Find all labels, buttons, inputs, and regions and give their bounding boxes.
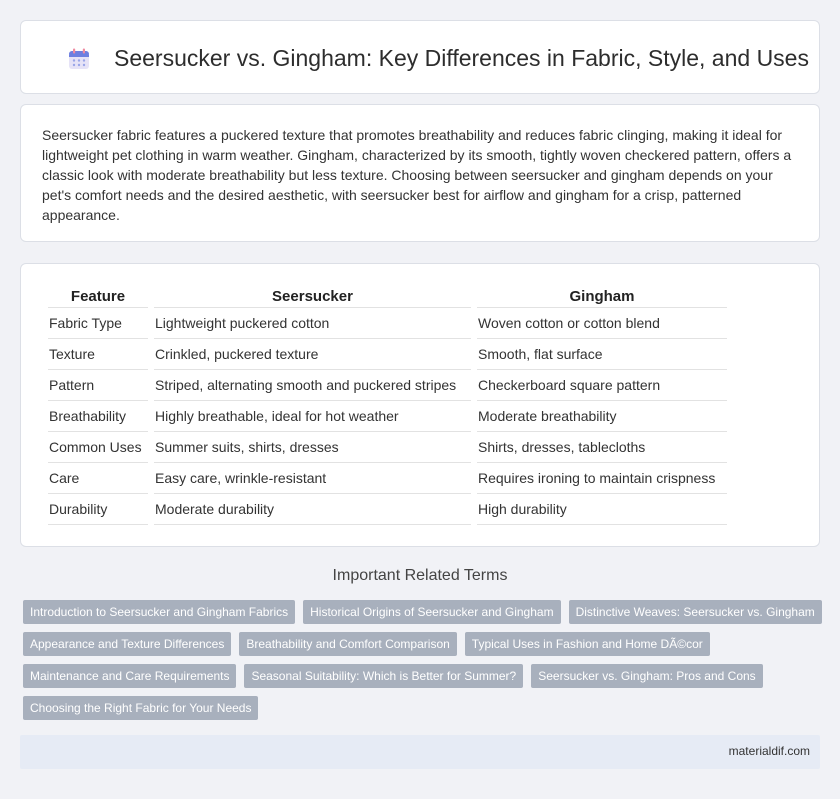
tag-row [23,664,823,688]
table-row [48,401,727,432]
table-row [48,370,727,401]
table-row [48,339,727,370]
footer-site-link[interactable]: materialdif.com [728,744,810,758]
table-row [48,494,727,525]
cell-gingham: Requires ironing to maintain crispness [477,463,727,494]
page-title: Seersucker vs. Gingham: Key Differences in Fabric, Style, and Uses [114,45,809,71]
tag-row [23,600,823,624]
cell-seersucker: Lightweight puckered cotton [154,308,471,339]
related-terms-title: Important Related Terms [332,567,508,584]
related-term-tag[interactable]: Choosing the Right Fabric for Your Needs [23,696,258,720]
tag-row [23,632,823,656]
header-card [20,20,820,94]
comparison-table [42,283,733,525]
cell-gingham: High durability [477,494,727,525]
cell-gingham: Checkerboard square pattern [477,370,727,401]
cell-gingham: Shirts, dresses, tablecloths [477,432,727,463]
calendar-icon [67,47,91,71]
tag-row [23,696,823,720]
table-row [48,463,727,494]
cell-feature: Pattern [48,370,148,401]
related-term-tag[interactable]: Historical Origins of Seersucker and Gingham [303,600,560,624]
cell-seersucker: Moderate durability [154,494,471,525]
cell-seersucker: Highly breathable, ideal for hot weather [154,401,471,432]
intro-text: Seersucker fabric features a puckered texture that promotes breathability and reduces fabric clinging, making it ideal for lightweight pet clothing in warm weather. Gingham, characterized by its smooth, tightly woven checkered pattern, offers a classic look with moderate breathability but less texture. Choosing between seersucker and gingham depends on your pet's comfort needs and the desired aesthetic, with seersucker best for airflow and gingham for a crisp, patterned appearance. [42,127,792,223]
table-header-row [48,283,727,308]
cell-feature: Care [48,463,148,494]
related-term-tag[interactable]: Seersucker vs. Gingham: Pros and Cons [531,664,762,688]
related-term-tag[interactable]: Introduction to Seersucker and Gingham Fabrics [23,600,295,624]
related-term-tag[interactable]: Seasonal Suitability: Which is Better for Summer? [244,664,523,688]
footer [20,735,820,769]
table-row [48,308,727,339]
cell-feature: Common Uses [48,432,148,463]
cell-feature: Durability [48,494,148,525]
related-terms-list [23,600,823,728]
cell-seersucker: Striped, alternating smooth and puckered stripes [154,370,471,401]
cell-gingham: Smooth, flat surface [477,339,727,370]
related-term-tag[interactable]: Maintenance and Care Requirements [23,664,236,688]
cell-seersucker: Crinkled, puckered texture [154,339,471,370]
table-row [48,432,727,463]
cell-feature: Fabric Type [48,308,148,339]
cell-seersucker: Summer suits, shirts, dresses [154,432,471,463]
cell-gingham: Woven cotton or cotton blend [477,308,727,339]
cell-feature: Texture [48,339,148,370]
header-gingham: Gingham [477,283,727,308]
comparison-table-card [20,263,820,547]
related-term-tag[interactable]: Breathability and Comfort Comparison [239,632,456,656]
intro-card [20,104,820,242]
related-term-tag[interactable]: Typical Uses in Fashion and Home DÃ©cor [465,632,710,656]
header-feature: Feature [48,283,148,308]
related-term-tag[interactable]: Appearance and Texture Differences [23,632,231,656]
cell-feature: Breathability [48,401,148,432]
cell-seersucker: Easy care, wrinkle-resistant [154,463,471,494]
related-term-tag[interactable]: Distinctive Weaves: Seersucker vs. Gingham [569,600,822,624]
header-seersucker: Seersucker [154,283,471,308]
cell-gingham: Moderate breathability [477,401,727,432]
